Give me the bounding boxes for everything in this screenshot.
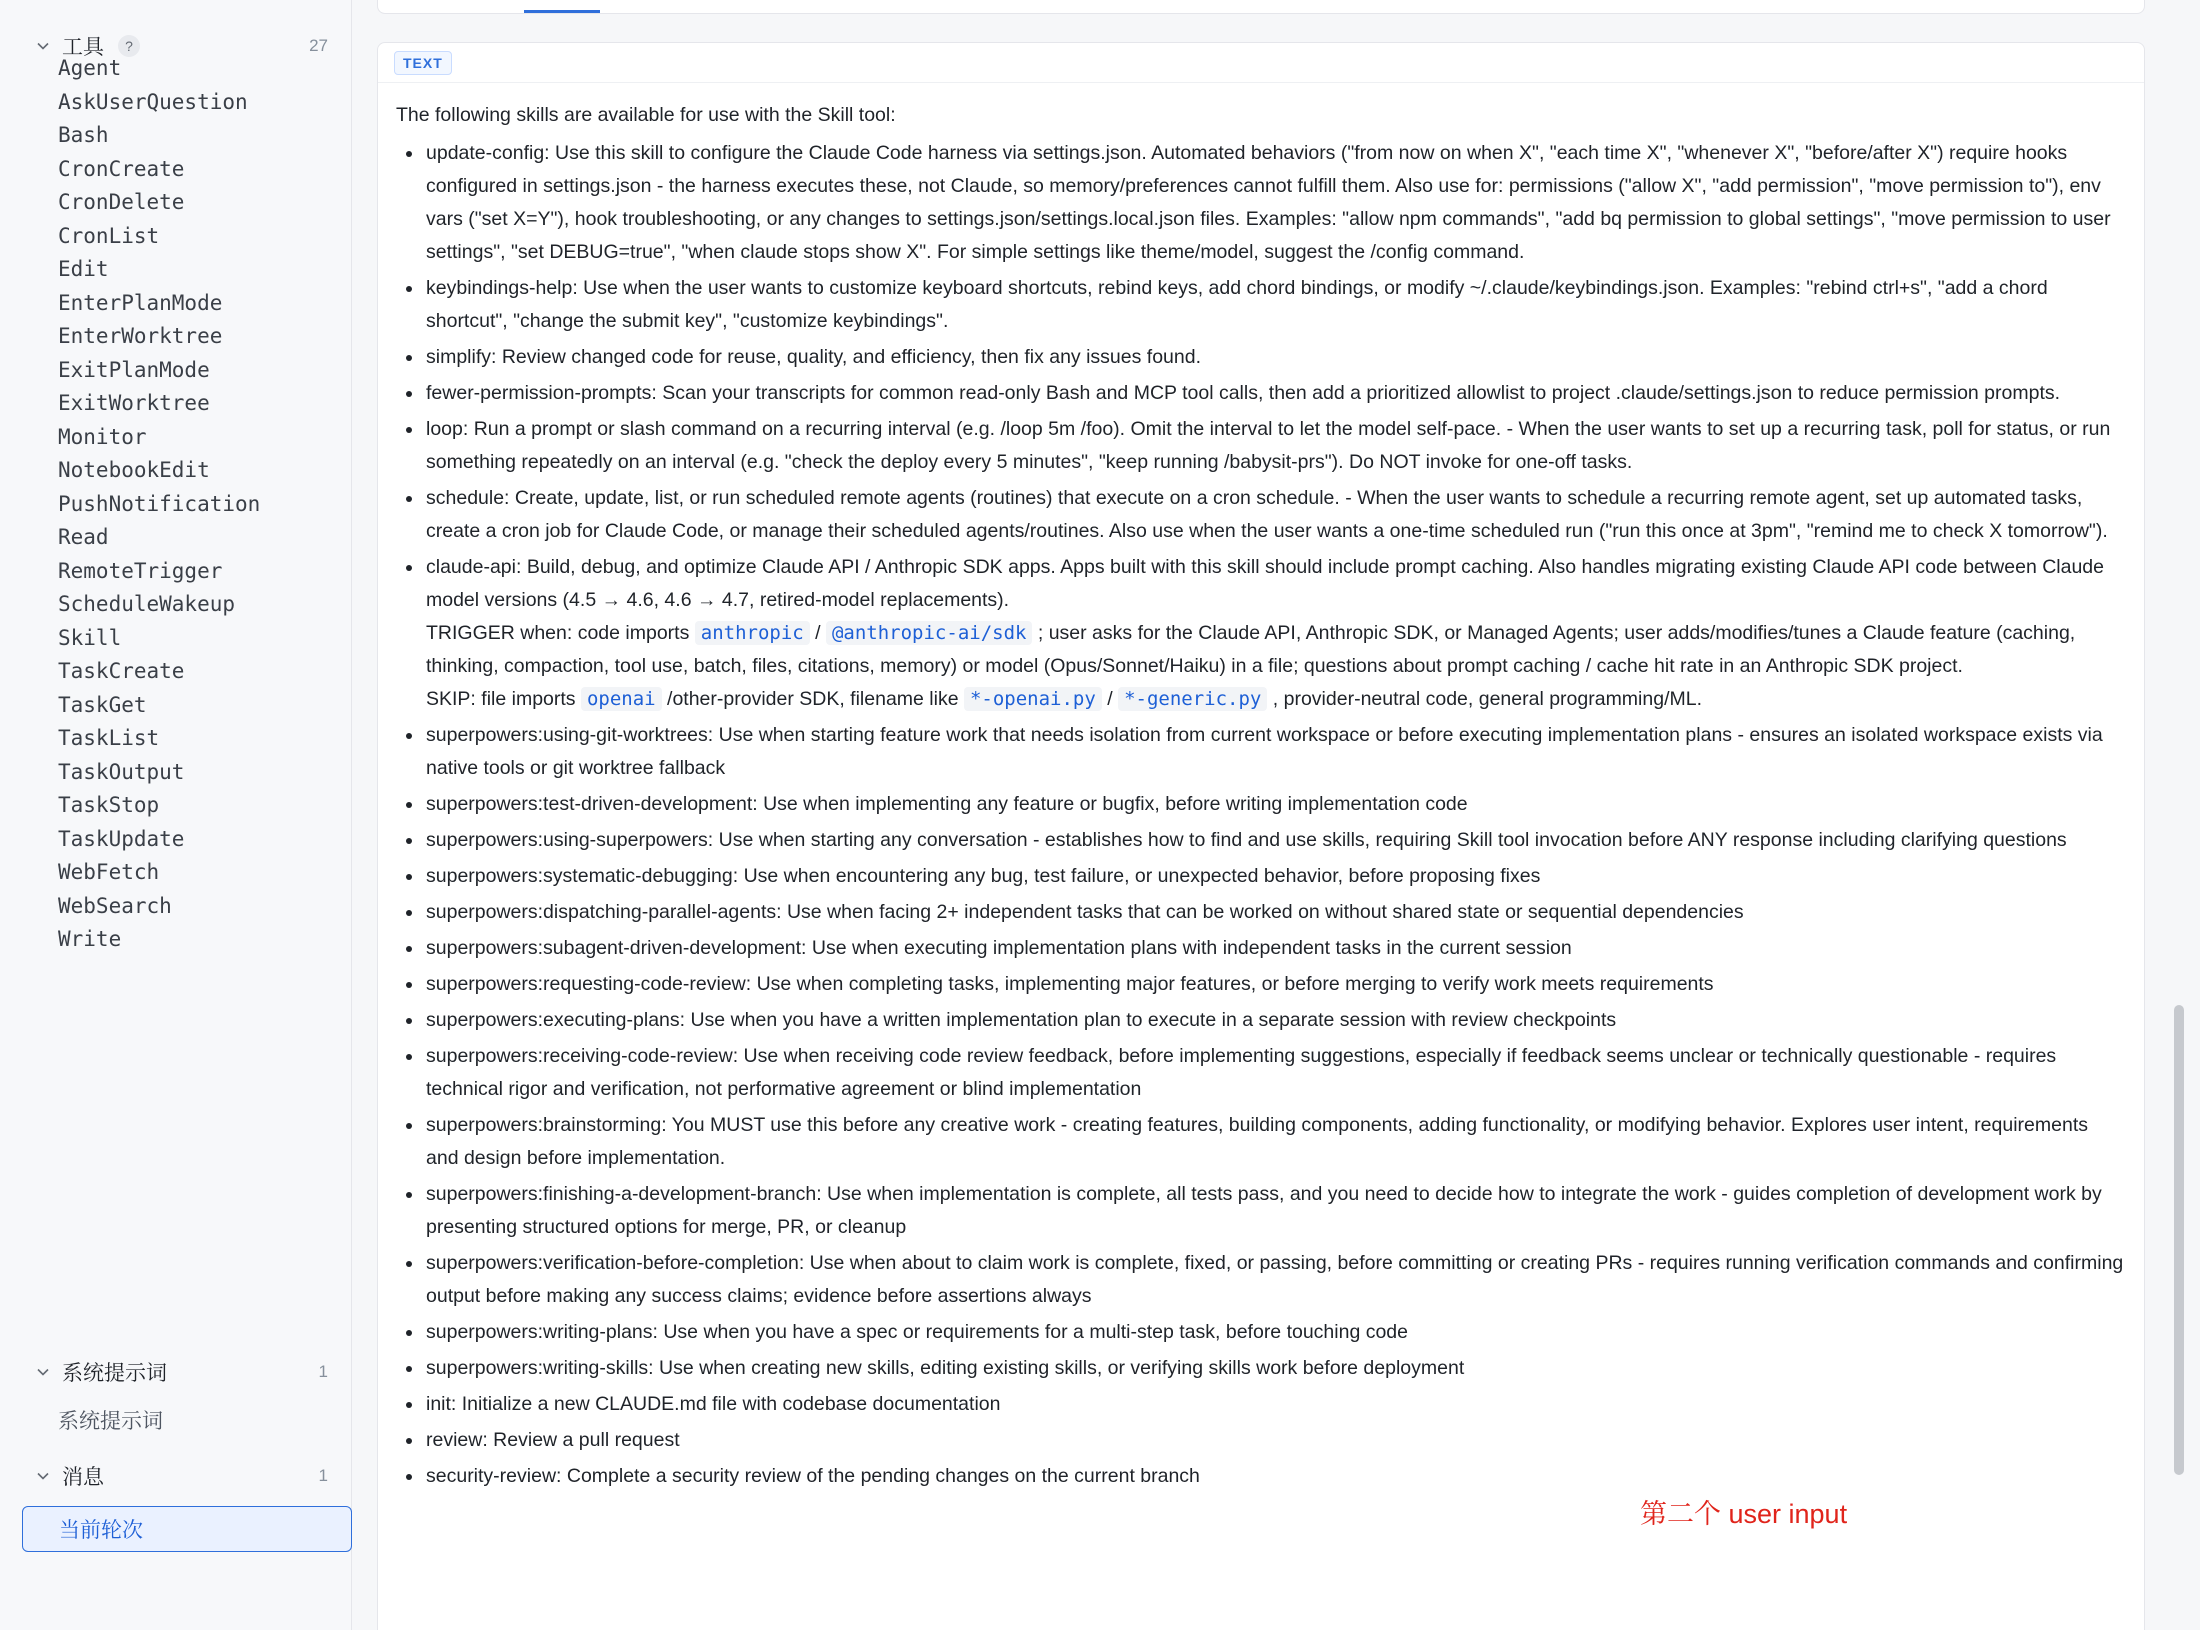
sidebar-item-tool[interactable]: ExitPlanMode <box>58 357 210 382</box>
skill-list-item: superpowers:receiving-code-review: Use when receiving code review feedback, before implementing suggestions, especially if feedback seems unclear or technically questionable - requires technical rigor and verification, not performative agreement or blind implementation <box>396 1040 2124 1106</box>
sidebar-item-system-prompt[interactable]: 系统提示词 <box>58 1410 163 1433</box>
chevron-down-icon <box>36 39 50 53</box>
system-group-header[interactable] <box>36 1352 336 1392</box>
annotation-label: 第二个 user input <box>1640 1499 1848 1529</box>
messages-group-title: 消息 <box>62 1466 104 1489</box>
skill-list-item: loop: Run a prompt or slash command on a recurring interval (e.g. /loop 5m /foo). Omit the interval to let the model self-pace. - When the user wants to set up a recurring task, poll for status, or run something repeatedly on an interval (e.g. "check the deploy every 5 minutes", "keep running /babysit-prs"). Do NOT invoke for one-off tasks. <box>396 413 2124 479</box>
sidebar-item-tool[interactable]: Read <box>58 525 109 549</box>
card-header <box>378 43 2144 83</box>
inline-code: @anthropic-ai/sdk <box>826 621 1032 645</box>
claude-api-trigger-line <box>426 617 2124 683</box>
skill-list-item: init: Initialize a new CLAUDE.md file with codebase documentation <box>396 1388 2124 1421</box>
sidebar <box>0 0 352 1630</box>
separator-text: / <box>809 622 826 644</box>
skill-list-item: superpowers:brainstorming: You MUST use this before any creative work - creating features, building components, adding functionality, or modifying behavior. Explores user intent, requirements and design before implementation. <box>396 1109 2124 1175</box>
sidebar-item-tool[interactable]: TaskList <box>58 726 160 750</box>
skill-list-item-claude-api <box>396 551 2124 716</box>
sidebar-item-tool[interactable]: RemoteTrigger <box>58 558 223 583</box>
skill-list-item: superpowers:using-superpowers: Use when starting any conversation - establishes how to find and use skills, requiring Skill tool invocation before ANY response including clarifying questions <box>396 824 2124 857</box>
text-type-badge: TEXT <box>394 51 452 75</box>
card-content <box>396 99 2124 1496</box>
system-group-title: 系统提示词 <box>62 1362 167 1385</box>
help-icon[interactable]: ? <box>118 35 140 57</box>
sidebar-item-tool[interactable]: Write <box>58 927 122 951</box>
skill-list-item: review: Review a pull request <box>396 1424 2124 1457</box>
chevron-down-icon <box>36 1365 50 1379</box>
sidebar-item-tool[interactable]: Skill <box>58 625 122 650</box>
sidebar-item-tool[interactable]: AskUserQuestion <box>58 89 248 114</box>
inline-code: anthropic <box>695 621 810 645</box>
inline-code: *-generic.py <box>1118 687 1267 711</box>
sidebar-item-tool[interactable]: TaskStop <box>58 793 160 817</box>
sidebar-item-tool[interactable]: CronDelete <box>58 190 185 214</box>
skill-list-item: superpowers:systematic-debugging: Use when encountering any bug, test failure, or unexpected behavior, before proposing fixes <box>396 860 2124 893</box>
tools-group-title: 工具 <box>62 36 104 59</box>
skill-list-item: schedule: Create, update, list, or run scheduled remote agents (routines) that execute on a cron schedule. - When the user wants to schedule a recurring remote agent, set up automated tasks, create a cron job for Claude Code, or manage their scheduled agents/routines. Also use when the user wants a one-time scheduled run ("run this once at 3pm", "remind me to check X tomorrow"). <box>396 482 2124 548</box>
sidebar-item-tool[interactable]: ScheduleWakeup <box>58 592 236 616</box>
separator-text: / <box>1101 688 1119 710</box>
sidebar-item-tool[interactable]: Agent <box>58 56 122 80</box>
sidebar-item-tool[interactable]: Edit <box>58 257 109 281</box>
skill-list-item: superpowers:finishing-a-development-branch: Use when implementation is complete, all tests pass, and you need to decide how to integrate the work - guides completion of development work by presenting structured options for merge, PR, or cleanup <box>396 1178 2124 1244</box>
skip-suffix-text: , provider-neutral code, general programming/ML. <box>1267 688 1703 710</box>
skill-list-item: update-config: Use this skill to configure the Claude Code harness via settings.json. Automated behaviors ("from now on when X", "each time X", "whenever X", "before/after X") require hooks configured in settings.json - the harness executes these, not Claude, so memory/preferences cannot fulfill them. Also use for: permissions ("allow X", "add permission", "move permission to"), env vars ("set X=Y"), hook troubleshooting, or any changes to settings.json/settings.local.json files. Examples: "allow npm commands", "add bq permission to global settings", "move permission to user settings", "set DEBUG=true", "when claude stops show X". For simple settings like theme/model, suggest the /config command. <box>396 137 2124 269</box>
sidebar-item-tool[interactable]: CronCreate <box>58 156 185 181</box>
sidebar-item-tool[interactable]: ExitWorktree <box>58 391 210 415</box>
claude-api-skip-line <box>426 683 2124 716</box>
tools-group-count: 27 <box>309 36 328 55</box>
skills-list <box>396 137 2124 1493</box>
skill-list-item: fewer-permission-prompts: Scan your transcripts for common read-only Bash and MCP tool calls, then add a prioritized allowlist to project .claude/settings.json to reduce permission prompts. <box>396 377 2124 410</box>
chevron-down-icon <box>36 1469 50 1483</box>
claude-api-description: claude-api: Build, debug, and optimize Claude API / Anthropic SDK apps. Apps built with this skill should include prompt caching. Also handles migrating existing Claude API code between Claude model versions (4.5 → 4.6, 4.6 → 4.7, retired-model replacements). <box>426 556 2104 611</box>
skill-list-item: keybindings-help: Use when the user wants to customize keyboard shortcuts, rebind keys, add chord bindings, or modify ~/.claude/keybindings.json. Examples: "rebind ctrl+s", "add a chord shortcut", "change the submit key", "customize keybindings". <box>396 272 2124 338</box>
skip-mid-text: /other-provider SDK, filename like <box>661 688 964 710</box>
sidebar-item-tool[interactable]: PushNotification <box>58 491 261 516</box>
sidebar-item-tool[interactable]: TaskOutput <box>58 759 185 784</box>
skill-list-item: superpowers:requesting-code-review: Use when completing tasks, implementing major features, or before merging to verify work meets requirements <box>396 968 2124 1001</box>
skill-list-item: superpowers:writing-skills: Use when creating new skills, editing existing skills, or verifying skills work before deployment <box>396 1352 2124 1385</box>
inline-code: *-openai.py <box>964 687 1102 711</box>
skill-list-item: superpowers:subagent-driven-development: Use when executing implementation plans with independent tasks in the current session <box>396 932 2124 965</box>
skill-list-item: security-review: Complete a security review of the pending changes on the current branch <box>396 1460 2124 1493</box>
skill-list-item: superpowers:dispatching-parallel-agents: Use when facing 2+ independent tasks that can be worked on without shared state or sequential dependencies <box>396 896 2124 929</box>
messages-group-count: 1 <box>318 1466 328 1485</box>
skill-list-item: superpowers:verification-before-completion: Use when about to claim work is complete, fixed, or passing, before committing or creating PRs - requires running verification commands and confirming output before making any success claims; evidence before assertions always <box>396 1247 2124 1313</box>
scrollbar-thumb[interactable] <box>2174 1005 2184 1475</box>
text-block-card <box>377 42 2145 1630</box>
previous-card-edge <box>377 0 2145 14</box>
sidebar-item-tool[interactable]: EnterPlanMode <box>58 290 223 315</box>
intro-text: The following skills are available for use with the Skill tool: <box>396 104 896 126</box>
skill-list-item: superpowers:test-driven-development: Use when implementing any feature or bugfix, before writing implementation code <box>396 788 2124 821</box>
sidebar-item-tool[interactable]: CronList <box>58 223 160 248</box>
sidebar-item-tool[interactable]: EnterWorktree <box>58 324 223 348</box>
sidebar-item-tool[interactable]: TaskGet <box>58 692 147 717</box>
sidebar-item-tool[interactable]: TaskUpdate <box>58 826 185 851</box>
skill-list-item: simplify: Review changed code for reuse, quality, and efficiency, then fix any issues found. <box>396 341 2124 374</box>
system-group-count: 1 <box>318 1362 328 1381</box>
messages-group-header[interactable] <box>36 1456 336 1496</box>
skip-prefix-text: SKIP: file imports <box>426 688 581 710</box>
trigger-prefix-text: TRIGGER when: code imports <box>426 622 695 644</box>
sidebar-item-current-turn[interactable]: 当前轮次 <box>22 1506 352 1552</box>
sidebar-item-tool[interactable]: NotebookEdit <box>58 458 210 482</box>
trigger-suffix-text: ; user asks for the Claude API, Anthropic SDK, or Managed Agents; user adds/modifies/tunes a Claude feature (caching, thinking, compaction, tool use, batch, files, citations, memory) or model (Opus/Sonnet/Haiku) in a file; questions about prompt caching / cache hit rate in an Anthropic SDK project. <box>426 622 2076 677</box>
sidebar-item-tool[interactable]: Bash <box>58 123 109 147</box>
inline-code: openai <box>581 687 662 711</box>
skill-list-item: superpowers:writing-plans: Use when you have a spec or requirements for a multi-step task, before touching code <box>396 1316 2124 1349</box>
active-tab-indicator <box>524 10 600 13</box>
skill-list-item: superpowers:using-git-worktrees: Use when starting feature work that needs isolation from current workspace or before executing implementation plans - ensures an isolated workspace exists via native tools or git worktree fallback <box>396 719 2124 785</box>
sidebar-item-tool[interactable]: WebSearch <box>58 893 172 918</box>
sidebar-item-tool[interactable]: TaskCreate <box>58 659 185 683</box>
sidebar-item-tool[interactable]: WebFetch <box>58 860 160 884</box>
skill-list-item: superpowers:executing-plans: Use when you have a written implementation plan to execute in a separate session with review checkpoints <box>396 1004 2124 1037</box>
sidebar-item-tool[interactable]: Monitor <box>58 424 147 449</box>
